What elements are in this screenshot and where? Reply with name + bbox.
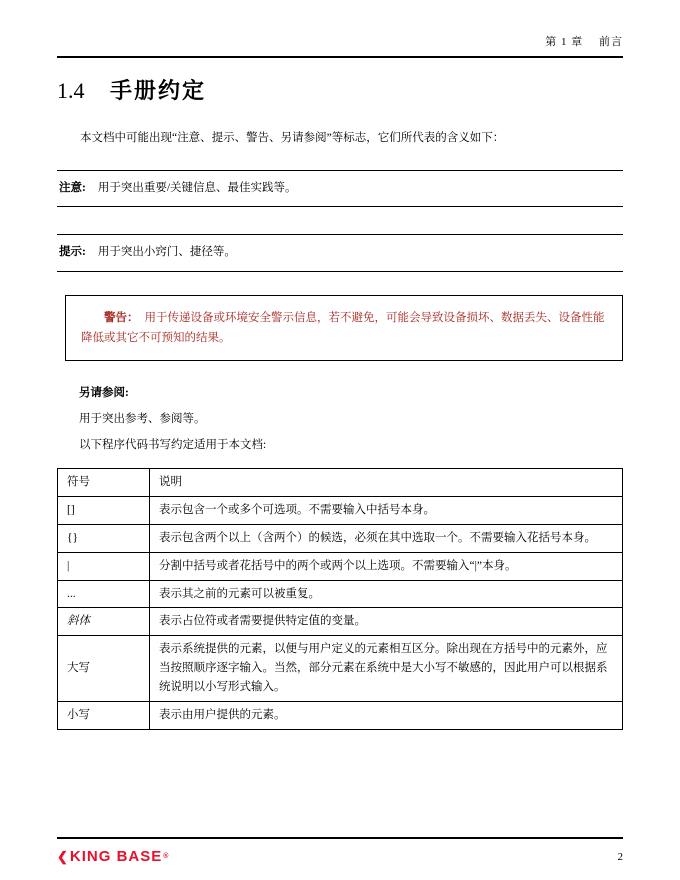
symbol-cell: 大写 [58,636,150,702]
intro-paragraph: 本文档中可能出现“注意、提示、警告、另请参阅”等标志，它们所代表的含义如下： [80,131,505,144]
table-row [58,552,623,580]
header-symbol: 符号 [58,468,150,496]
symbol-cell: 小写 [58,702,150,730]
description-cell: 表示包含一个或多个可选项。不需要输入中括号本身。 [150,496,623,524]
description-cell: 表示系统提供的元素，以便与用户定义的元素相互区分。除出现在方括号中的元素外，应当按照顺序逐字输入。当然，部分元素在系统中是大小写不敏感的，因此用户可以根据系统说明以小写形式输入。 [150,636,623,702]
description-cell: 表示占位符或者需要提供特定值的变量。 [150,608,623,636]
note-label: 注意: [59,182,86,195]
table-header-row [58,468,623,496]
table-intro-text: 以下程序代码书写约定适用于本文档: [79,439,267,452]
tip-block [57,234,623,271]
page-number: 2 [617,850,623,863]
warning-text: 用于传递设备或环境安全警示信息，若不避免，可能会导致设备损坏、数据丢失、设备性能降低或其它不可预知的结果。 [81,311,605,344]
header-description: 说明 [150,468,623,496]
note-text: 用于突出重要/关键信息、最佳实践等。 [97,182,297,195]
warning-box [65,295,623,361]
section-number: 1.4 [57,77,85,103]
description-cell: 分割中括号或者花括号中的两个或两个以上选项。不需要输入“|”本身。 [150,552,623,580]
table-row [58,496,623,524]
note-block [57,170,623,207]
symbol-cell: {} [58,524,150,552]
table-row [58,524,623,552]
see-also-text: 用于突出参考、参阅等。 [79,413,206,426]
registered-trademark-symbol: ® [163,852,170,860]
header-rule [57,56,623,58]
table-row [58,702,623,730]
chapter-header: 第 1 章 前言 [545,36,623,48]
warning-label: 警告： [104,311,139,324]
table-row [58,636,623,702]
tip-label: 提示: [59,246,86,259]
tip-text: 用于突出小窍门、捷径等。 [97,246,236,259]
symbol-cell: [] [58,496,150,524]
kingbase-logo-text: KING BASE [69,847,163,865]
symbol-cell: | [58,552,150,580]
table-row [58,608,623,636]
table-row [58,580,623,608]
page-footer [57,837,623,869]
symbol-cell: 斜体 [58,608,150,636]
see-also-label: 另请参阅: [79,386,129,399]
description-cell: 表示包含两个以上（含两个）的候选，必须在其中选取一个。不需要输入花括号本身。 [150,524,623,552]
kingbase-logo-mark-icon: ❮ [57,849,69,864]
description-cell: 表示其之前的元素可以被重复。 [150,580,623,608]
see-also-section [57,385,623,455]
section-title [57,78,623,104]
footer-rule [57,837,623,839]
symbol-cell: ... [58,580,150,608]
description-cell: 表示由用户提供的元素。 [150,702,623,730]
section-title-text: 手册约定 [110,77,207,103]
kingbase-logo [57,846,169,869]
conventions-table [57,468,623,731]
